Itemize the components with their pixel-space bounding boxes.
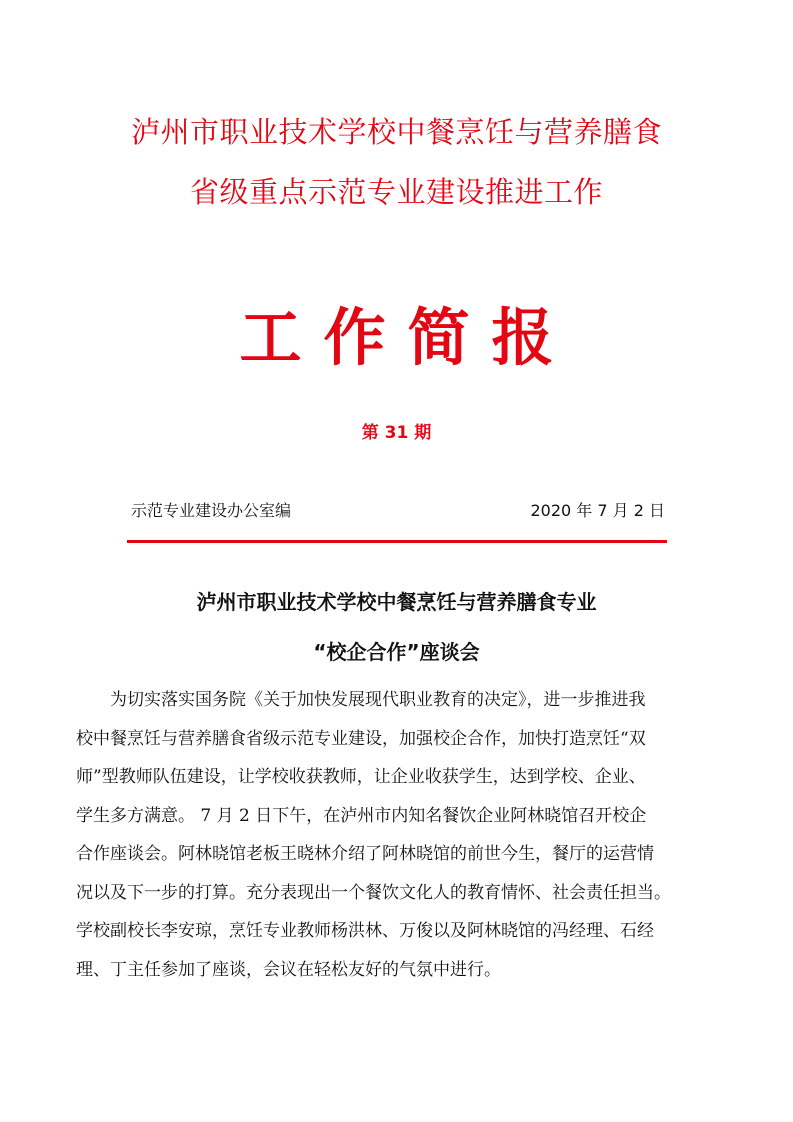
body-line: 况以及下一步的打算。充分表现出一个餐饮文化人的教育情怀、社会责任担当。 — [76, 882, 671, 903]
body-line: 学生多方满意。 7 月 2 日下午，在泸州市内知名餐饮企业阿林晓馆召开校企 — [76, 805, 647, 826]
red-divider — [127, 540, 667, 543]
header-title-line1: 泸州市职业技术学校中餐烹饪与营养膳食 — [130, 115, 662, 149]
article-title-line1: 泸州市职业技术学校中餐烹饪与营养膳食专业 — [196, 590, 597, 614]
publish-date: 2020 年 7 月 2 日 — [530, 501, 665, 520]
article-title-line2: “校企合作”座谈会 — [313, 640, 480, 664]
article-body — [76, 681, 726, 989]
body-line: 为切实落实国务院《关于加快发展现代职业教育的决定》，进一步推进我 — [76, 690, 646, 710]
body-line: 理、丁主任参加了座谈，会议在轻松友好的气氛中进行。 — [76, 959, 501, 980]
body-line: 校中餐烹饪与营养膳食省级示范专业建设，加强校企合作，加快打造烹饪“双 — [76, 728, 646, 749]
body-line: 合作座谈会。阿林晓馆老板王晓林介绍了阿林晓馆的前世今生，餐厅的运营情 — [76, 844, 654, 864]
header-title-line2: 省级重点示范专业建设推进工作 — [189, 175, 603, 209]
body-line: 学校副校长李安琼，烹饪专业教师杨洪林、万俊以及阿林晓馆的冯经理、石经 — [76, 921, 654, 941]
editor-label: 示范专业建设办公室编 — [131, 501, 292, 520]
body-line: 师”型教师队伍建设，让学校收获教师，让企业收获学生，达到学校、企业、 — [76, 767, 646, 787]
brief-title: 工作简报 — [239, 301, 576, 374]
issue-number: 第 31 期 — [361, 423, 432, 443]
